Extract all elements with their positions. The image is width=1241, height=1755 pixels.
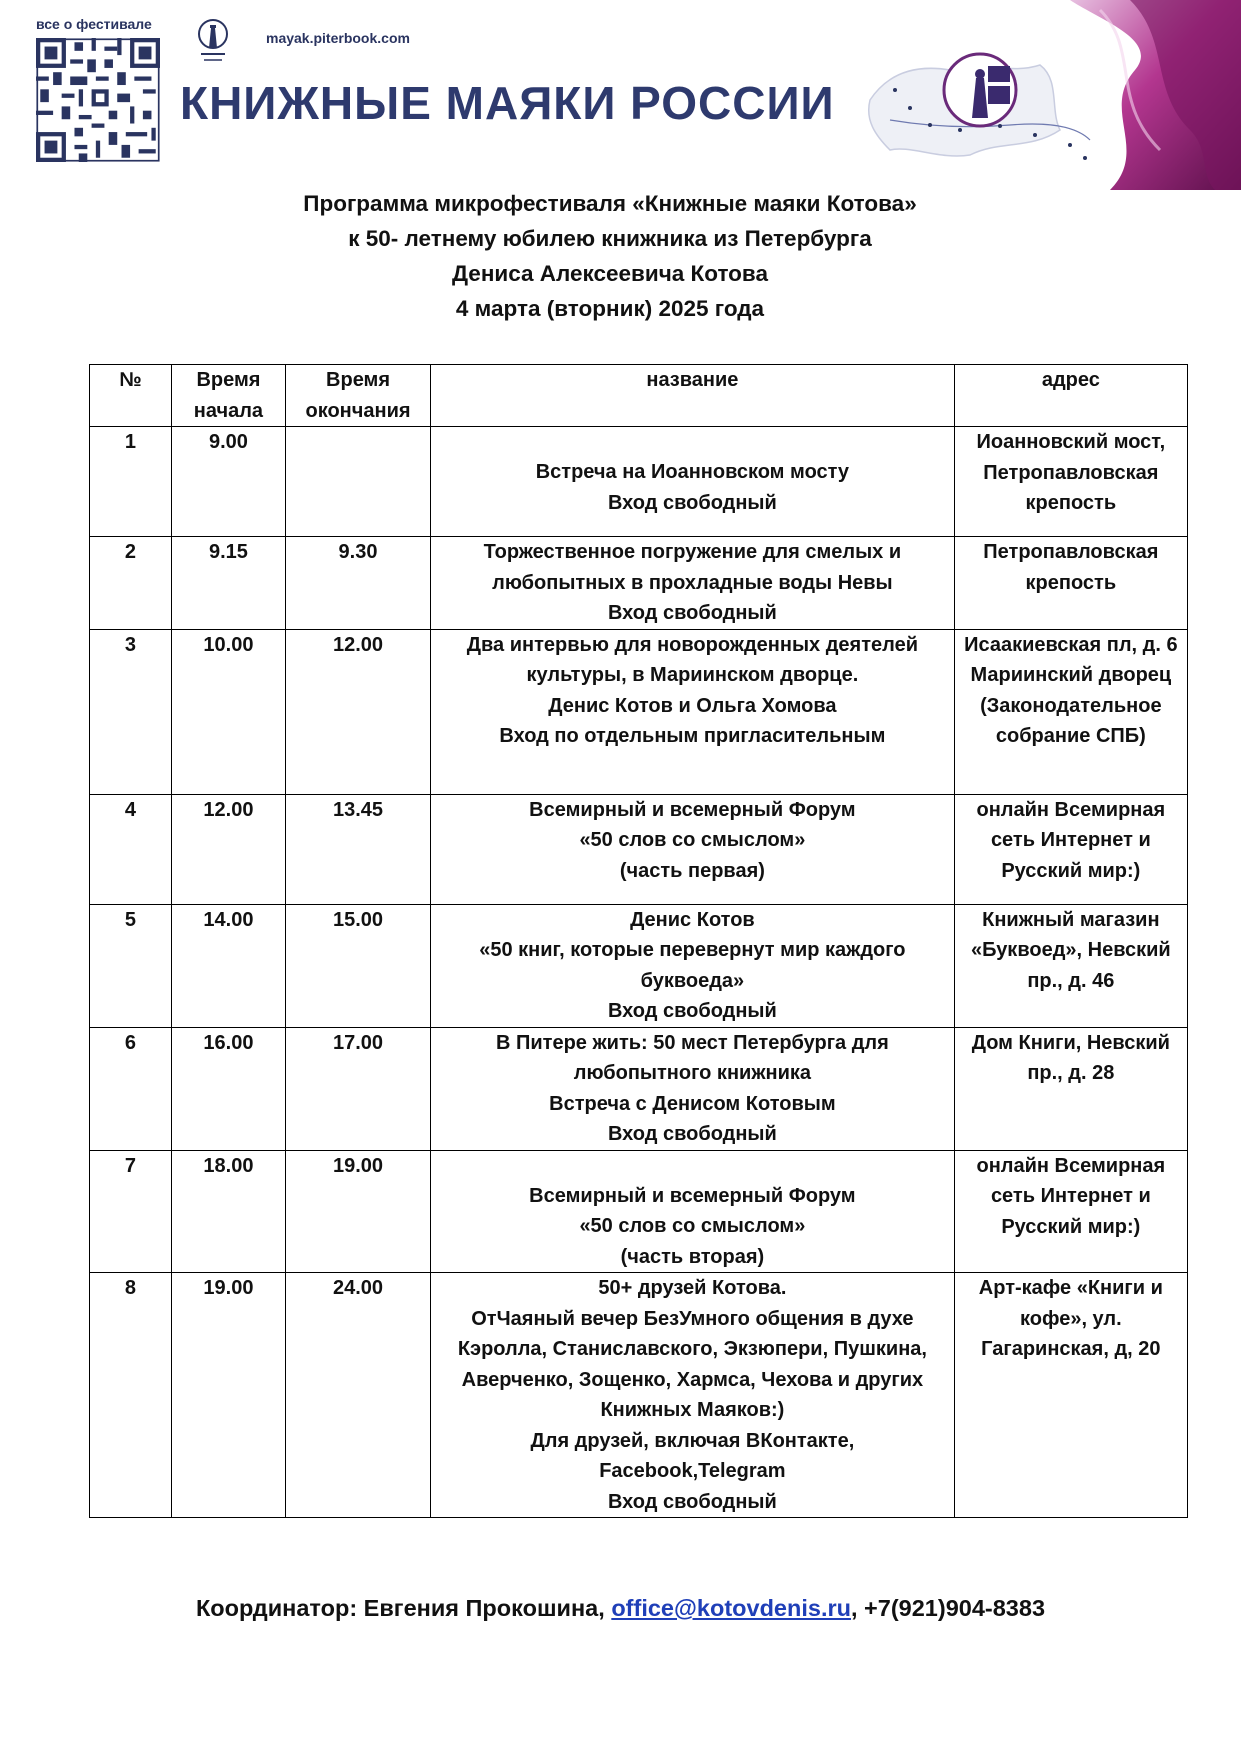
row-number: 6 <box>90 1027 172 1150</box>
row-start-time: 14.00 <box>171 904 285 1027</box>
table-row <box>90 1273 1188 1518</box>
event-name-line: Встреча на Иоанновском мосту <box>535 461 850 483</box>
event-name-line: Денис Котов <box>630 908 755 931</box>
table-row <box>90 427 1188 537</box>
banner-title: КНИЖНЫЕ МАЯКИ РОССИИ <box>180 77 835 129</box>
row-address: Арт-кафе «Книги и кофе», ул. Гагаринская, д, 20 <box>954 1273 1187 1518</box>
event-name-line: Вход свободный <box>607 602 777 624</box>
event-name-line: Всемирный и всемерный Форум <box>529 798 856 821</box>
row-address: Петропавловская крепость <box>954 537 1187 630</box>
lighthouse-logo-icon <box>190 16 236 66</box>
event-name-line: Вход по отдельным пригласительным <box>499 725 886 747</box>
event-name-line: В Питере жить: 50 мест Петербурга для любопытного книжника <box>495 1031 889 1084</box>
program-title <box>180 186 1040 326</box>
header-end: Время окончания <box>285 365 430 427</box>
row-address: Книжный магазин «Буквоед», Невский пр., д. 46 <box>954 904 1187 1027</box>
row-end-time: 13.45 <box>285 794 430 904</box>
coordinator-phone: , +7(921)904-8383 <box>850 1595 1046 1621</box>
header-start: Время начала <box>171 365 285 427</box>
table-row <box>90 904 1188 1027</box>
event-name-line: Всемирный и всемерный Форум <box>529 1184 856 1207</box>
title-line-3: Дениса Алексеевича Котова <box>452 261 768 286</box>
qr-label: все о фестивале <box>36 16 152 32</box>
row-start-time: 9.15 <box>171 537 285 630</box>
event-name-line: «50 слов со смыслом» <box>579 1215 806 1237</box>
event-name-line: Торжественное погружение для смелых и любопытных в прохладные воды Невы <box>483 541 902 594</box>
header-num: № <box>90 365 172 427</box>
row-end-time: 9.30 <box>285 537 430 630</box>
row-end-time <box>285 427 430 537</box>
row-end-time: 17.00 <box>285 1027 430 1150</box>
row-start-time: 18.00 <box>171 1150 285 1273</box>
row-number: 1 <box>90 427 172 537</box>
table-row <box>90 794 1188 904</box>
event-name-line: Вход свободный <box>607 1000 777 1022</box>
decorative-silk-image <box>1040 0 1241 190</box>
site-url[interactable]: mayak.piterbook.com <box>266 30 410 46</box>
row-event-name <box>431 794 955 904</box>
row-end-time: 24.00 <box>285 1273 430 1518</box>
program-table <box>89 364 1188 1518</box>
row-end-time: 19.00 <box>285 1150 430 1273</box>
event-name-line: Два интервью для новорожденных деятелей культуры, в Мариинском дворце. <box>466 633 918 686</box>
row-event-name <box>431 537 955 630</box>
event-name-line: Вход свободный <box>607 1123 777 1145</box>
row-address: онлайн Всемирная сеть Интернет и Русский мир:) <box>954 794 1187 904</box>
event-name-line: Денис Котов и Ольга Хомова <box>548 694 837 717</box>
row-start-time: 19.00 <box>171 1273 285 1518</box>
table-row <box>90 537 1188 630</box>
event-name-line: (часть вторая) <box>620 1245 765 1268</box>
event-name-line: Вход свободный <box>607 491 777 514</box>
event-name-line: «50 книг, которые перевернут мир каждого буквоеда» <box>479 939 906 992</box>
event-name-line: (часть первая) <box>619 859 765 882</box>
event-name-line: Встреча с Денисом Котовым <box>549 1092 836 1115</box>
row-address: Исаакиевская пл, д. 6 Мариинский дворец (Законодательное собрание СПБ) <box>954 629 1187 794</box>
row-number: 5 <box>90 904 172 1027</box>
event-name-line: ОтЧаяный вечер БезУмного общения в духе Кэролла, Станиславского, Экзюпери, Пушкина, Аверченко, Зощенко, Хармса, Чехова и других Книжных Маяков:) <box>457 1307 927 1421</box>
row-address: Дом Книги, Невский пр., д. 28 <box>954 1027 1187 1150</box>
header-address: адрес <box>954 365 1187 427</box>
row-number: 2 <box>90 537 172 630</box>
row-event-name <box>431 629 955 794</box>
header-name: название <box>431 365 955 427</box>
qr-code[interactable] <box>36 38 160 162</box>
row-event-name <box>431 427 955 537</box>
row-start-time: 10.00 <box>171 629 285 794</box>
row-number: 7 <box>90 1150 172 1273</box>
row-event-name <box>431 1027 955 1150</box>
event-name-line: Вход свободный <box>607 1490 777 1513</box>
table-row <box>90 629 1188 794</box>
title-line-2: к 50- летнему юбилею книжника из Петербурга <box>348 226 872 251</box>
table-row <box>90 1150 1188 1273</box>
row-address: онлайн Всемирная сеть Интернет и Русский мир:) <box>954 1150 1187 1273</box>
title-line-4: 4 марта (вторник) 2025 года <box>455 296 765 321</box>
coordinator-label: Координатор: Евгения Прокошина, <box>195 1595 612 1621</box>
table-row <box>90 1027 1188 1150</box>
row-event-name <box>431 1273 955 1518</box>
coordinator-email-link[interactable]: office@kotovdenis.ru <box>611 1595 851 1621</box>
row-address: Иоанновский мост, Петропавловская крепость <box>954 427 1187 537</box>
row-start-time: 12.00 <box>171 794 285 904</box>
coordinator-line <box>0 1595 1241 1622</box>
row-event-name <box>431 904 955 1027</box>
row-end-time: 12.00 <box>285 629 430 794</box>
event-name-line: «50 слов со смыслом» <box>579 829 806 851</box>
event-name-line: 50+ друзей Котова. <box>598 1277 787 1299</box>
row-number: 4 <box>90 794 172 904</box>
row-event-name <box>431 1150 955 1273</box>
row-start-time: 9.00 <box>171 427 285 537</box>
row-start-time: 16.00 <box>171 1027 285 1150</box>
event-name-line: Для друзей, включая ВКонтакте, Facebook,Telegram <box>530 1429 855 1482</box>
title-line-1: Программа микрофестиваля «Книжные маяки Котова» <box>303 191 917 216</box>
table-header-row <box>90 365 1188 427</box>
row-number: 8 <box>90 1273 172 1518</box>
row-end-time: 15.00 <box>285 904 430 1027</box>
row-number: 3 <box>90 629 172 794</box>
